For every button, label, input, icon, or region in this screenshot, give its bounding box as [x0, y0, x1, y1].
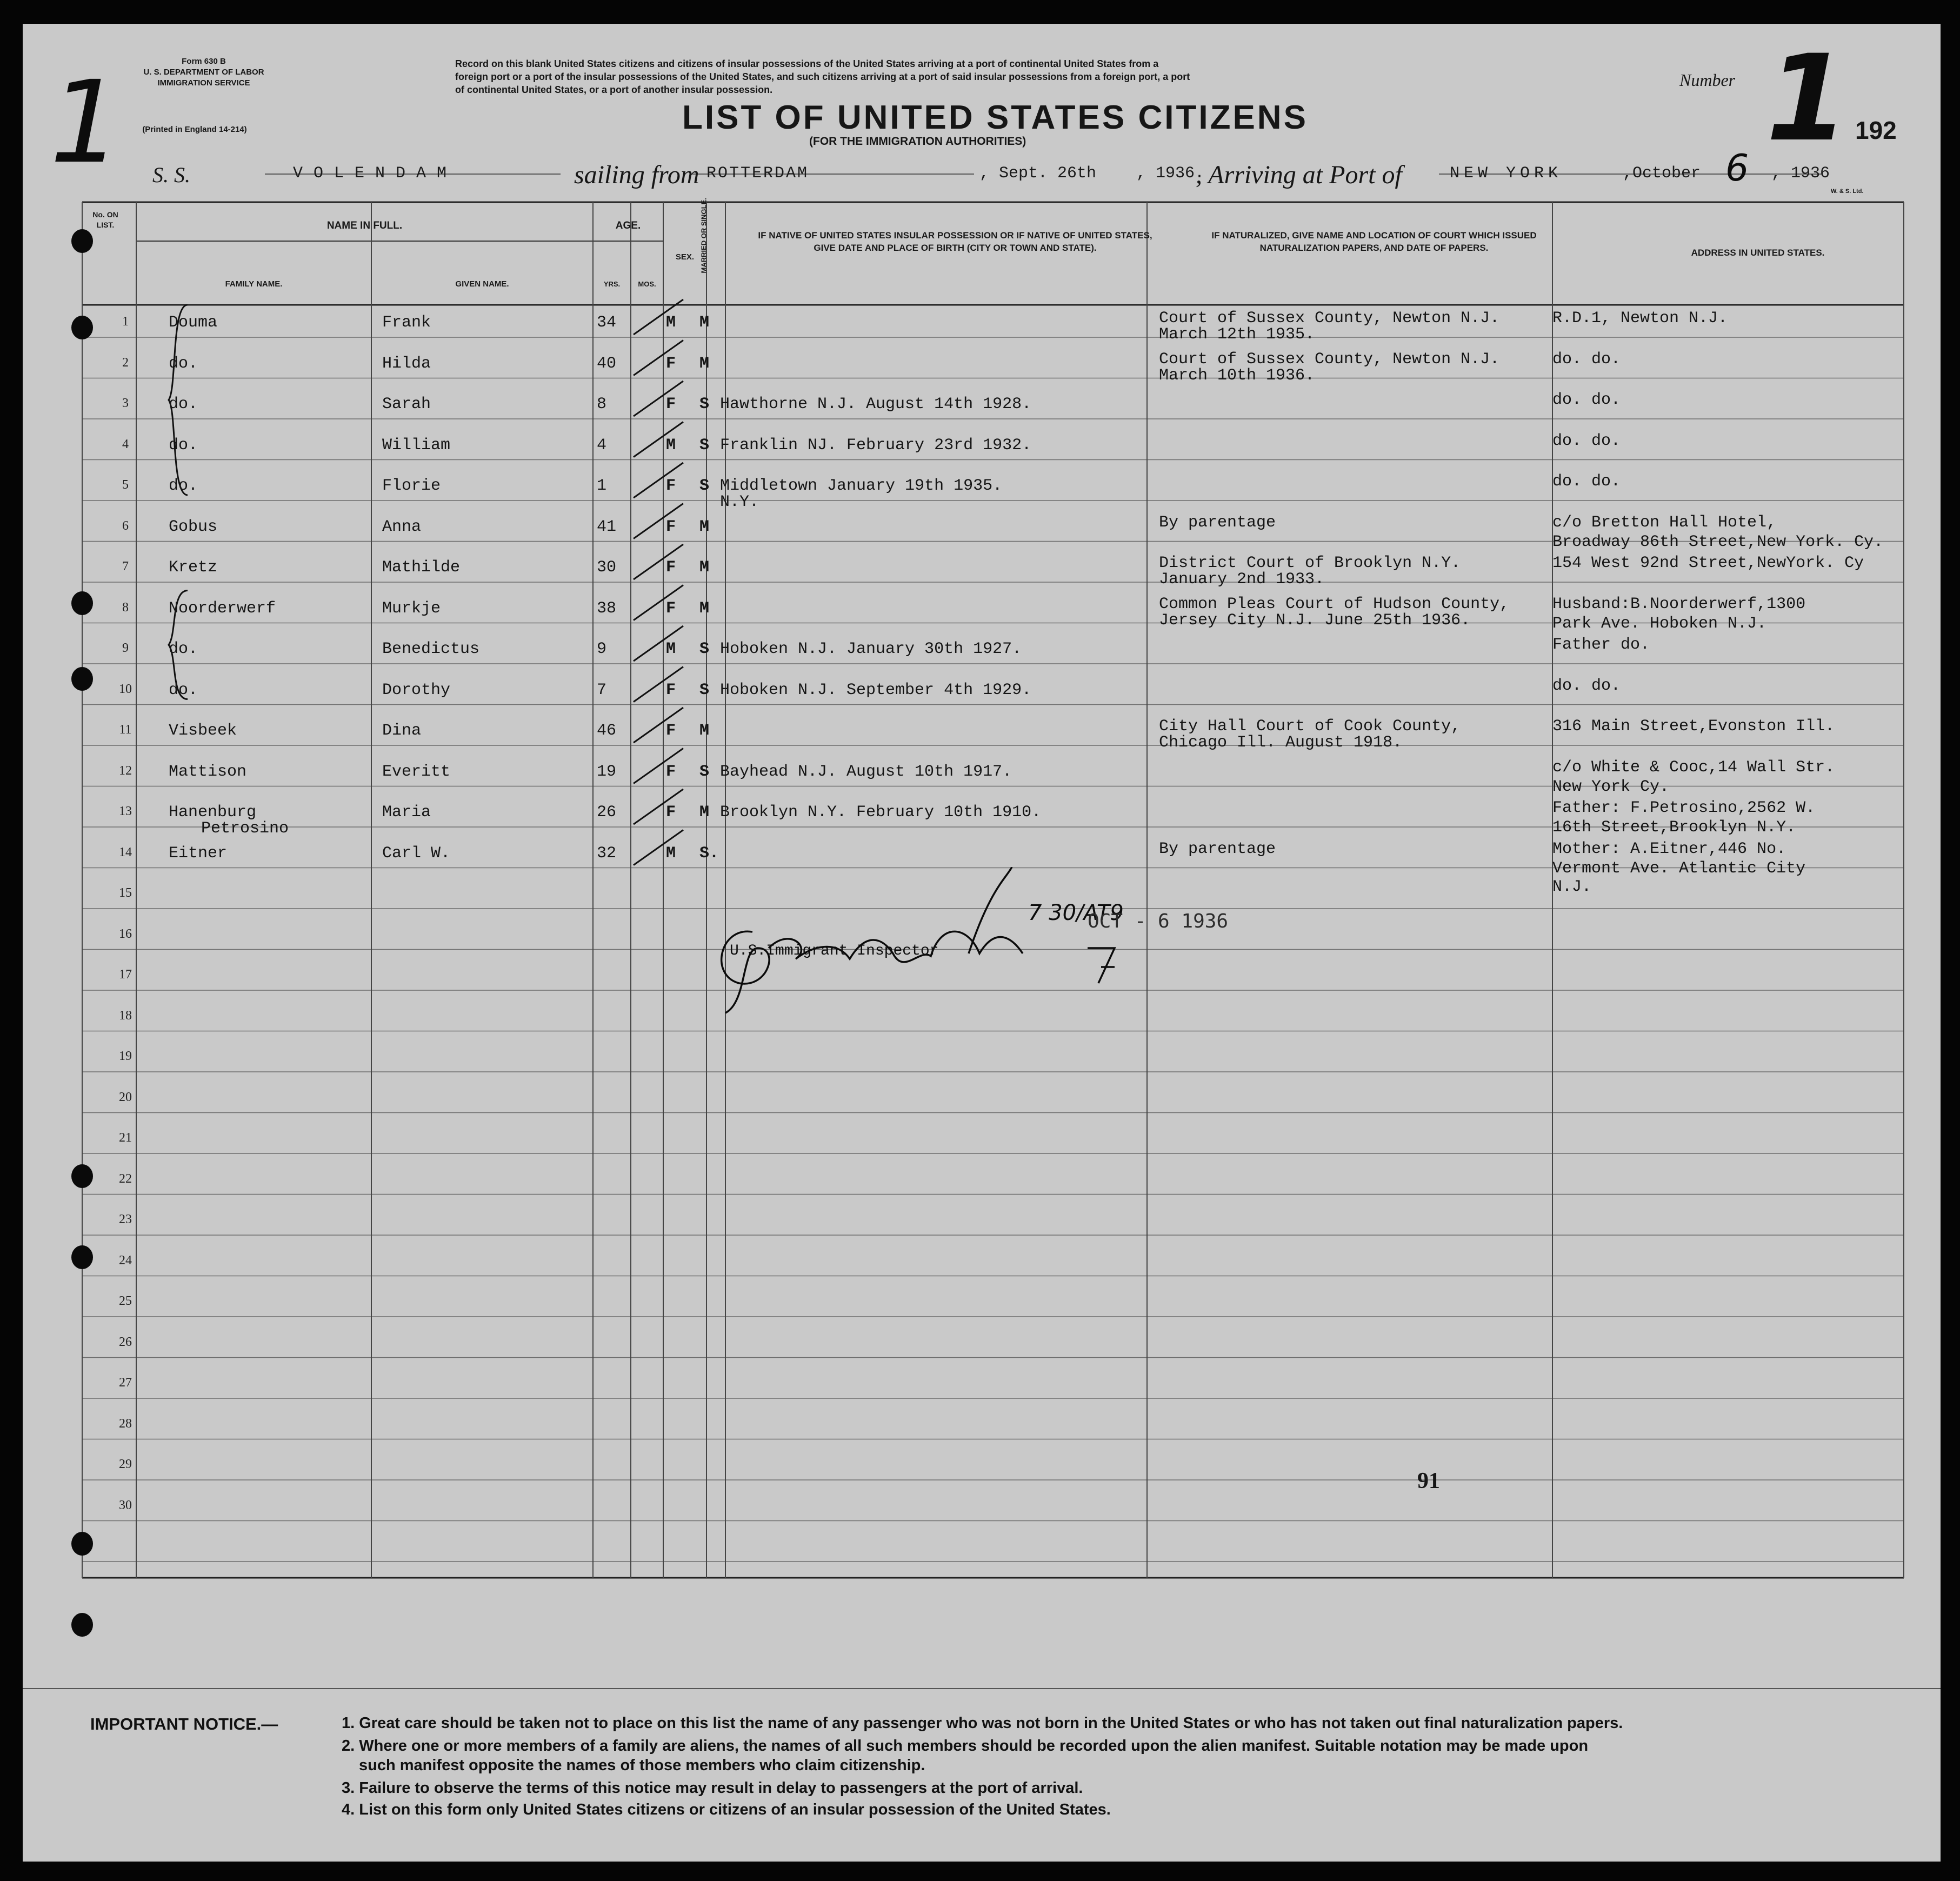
- row-number: 7: [122, 559, 129, 573]
- naturalization-cell: City Hall Court of Cook County,: [1159, 717, 1461, 736]
- col-sex-header: SEX.: [675, 252, 695, 262]
- family-name-cell: do.: [169, 681, 198, 699]
- notice-item-2-cont: such manifest opposite the names of those members who claim citizenship.: [359, 1757, 925, 1774]
- address-cell: c/o White & Cooc,14 Wall Str.: [1552, 758, 1835, 777]
- months-slash-mark: [634, 749, 683, 784]
- col-mos-header: MOS.: [638, 280, 656, 288]
- age-years-cell: 38: [597, 599, 617, 618]
- given-name-cell: Dina: [382, 722, 422, 740]
- married-single-cell: S: [699, 640, 710, 658]
- family-name-cell: do.: [169, 436, 198, 455]
- punch-hole: [71, 1613, 93, 1637]
- sex-cell: F: [666, 395, 676, 413]
- printer-mark: W. & S. Ltd.: [1831, 188, 1864, 195]
- months-slash-mark: [634, 504, 683, 539]
- address-cont-cell: Vermont Ave. Atlantic City: [1552, 859, 1806, 878]
- row-number: 21: [119, 1131, 132, 1145]
- birth-cell: Brooklyn N.Y. February 10th 1910.: [720, 803, 1042, 822]
- family-name-cell: Kretz: [169, 558, 218, 577]
- naturalization-cont-cell: Jersey City N.J. June 25th 1936.: [1159, 611, 1471, 630]
- manifest-sheet: [23, 24, 1941, 1862]
- row-number: 27: [119, 1376, 132, 1390]
- printed-note: (Printed in England 14-214): [142, 125, 247, 134]
- row-number: 28: [119, 1416, 132, 1431]
- form-id-block: [123, 56, 285, 89]
- punch-hole: [71, 1532, 93, 1556]
- row-number: 29: [119, 1457, 132, 1471]
- naturalization-cont-cell: March 12th 1935.: [1159, 325, 1315, 344]
- address-cell: c/o Bretton Hall Hotel,: [1552, 513, 1777, 532]
- months-slash-mark: [634, 463, 683, 498]
- age-years-cell: 32: [597, 844, 617, 863]
- row-number: 15: [119, 886, 132, 900]
- married-single-cell: M: [699, 354, 710, 373]
- family-name-cell: Mattison: [169, 762, 247, 781]
- col-birth-header: IF NATIVE OF UNITED STATES INSULAR POSSESSION OR IF NATIVE OF UNITED STATES, GIVE DATE AND PLACE OF BIRTH (CITY OR TOWN AND STATE).: [758, 230, 1152, 253]
- birth-cell: Hawthorne N.J. August 14th 1928.: [720, 395, 1032, 413]
- naturalization-cont-cell: Chicago Ill. August 1918.: [1159, 733, 1403, 752]
- birth-cont-cell: N.Y.: [720, 493, 759, 511]
- address-cell: do. do.: [1552, 472, 1621, 491]
- row-number: 18: [119, 1008, 132, 1023]
- given-name-cell: Frank: [382, 314, 431, 332]
- row-number: 14: [119, 845, 132, 859]
- birth-cell: Hoboken N.J. January 30th 1927.: [720, 640, 1022, 658]
- row-number: 22: [119, 1171, 132, 1186]
- married-single-cell: M: [699, 517, 710, 536]
- number-label: Number: [1679, 70, 1736, 90]
- sex-cell: F: [666, 599, 676, 618]
- family-name-cell: do.: [169, 477, 198, 495]
- notice-item-1: 1. Great care should be taken not to place on this list the name of any passenger who was not born in the United States or who has not taken out final naturalization papers.: [342, 1715, 1623, 1732]
- sex-cell: F: [666, 354, 676, 373]
- naturalization-cont-cell: March 10th 1936.: [1159, 366, 1315, 385]
- row-number: 30: [119, 1498, 132, 1512]
- family-name-cell: Eitner: [169, 844, 228, 863]
- service-label: IMMIGRATION SERVICE: [157, 78, 250, 88]
- departure-date: , Sept. 26th: [979, 164, 1097, 183]
- punch-hole: [71, 1245, 93, 1269]
- given-name-cell: Hilda: [382, 354, 431, 373]
- age-years-cell: 7: [597, 681, 607, 699]
- age-years-cell: 40: [597, 354, 617, 373]
- row-number: 26: [119, 1335, 132, 1349]
- punch-hole: [71, 667, 93, 691]
- family-name-cell: Hanenburg: [169, 803, 257, 822]
- address-cell: Mother: A.Eitner,446 No.: [1552, 839, 1786, 858]
- row-number: 24: [119, 1253, 132, 1268]
- arriving-label: , Arriving at Port of: [1196, 161, 1402, 189]
- row-number: 11: [119, 723, 132, 737]
- address-cont-cell: New York Cy.: [1552, 777, 1670, 796]
- address-cell: R.D.1, Newton N.J.: [1552, 309, 1728, 328]
- corner-number: 1: [50, 56, 122, 189]
- row-number: 6: [122, 518, 129, 533]
- family-name-cell: do.: [169, 640, 198, 658]
- naturalization-cont-cell: January 2nd 1933.: [1159, 570, 1325, 589]
- given-name-cell: Florie: [382, 477, 441, 495]
- married-single-cell: S: [699, 395, 710, 413]
- married-single-cell: S.: [699, 844, 719, 863]
- form-number: Form 630 B: [182, 57, 226, 66]
- departure-year: , 1936.: [1136, 164, 1205, 183]
- row-number: 13: [119, 804, 132, 818]
- notice-heading: IMPORTANT NOTICE.—: [90, 1715, 278, 1733]
- sailing-label: sailing from: [574, 161, 699, 189]
- given-name-cell: Mathilde: [382, 558, 461, 577]
- address-cell: Father: F.Petrosino,2562 W.: [1552, 799, 1816, 817]
- sex-cell: M: [666, 436, 676, 455]
- row-number: 5: [122, 478, 129, 492]
- punch-hole: [71, 591, 93, 615]
- age-years-cell: 8: [597, 395, 607, 413]
- row-number: 3: [122, 396, 129, 410]
- punch-hole: [71, 229, 93, 253]
- given-name-cell: Dorothy: [382, 681, 451, 699]
- col-no-header: No. ON LIST.: [92, 210, 118, 229]
- given-name-cell: Carl W.: [382, 844, 451, 863]
- row-number: 9: [122, 641, 129, 655]
- inspector-title: U.S.Immigrant Inspector: [730, 943, 939, 959]
- family-name-cell: Douma: [169, 314, 218, 332]
- family-name-cell: do.: [169, 354, 198, 373]
- married-single-cell: M: [699, 803, 710, 822]
- months-slash-mark: [634, 544, 683, 579]
- sheet-number: 192: [1855, 116, 1897, 144]
- col-age-header: AGE.: [615, 220, 641, 231]
- naturalization-cell: Common Pleas Court of Hudson County,: [1159, 595, 1510, 613]
- naturalization-cell: By parentage: [1159, 513, 1276, 532]
- months-slash-mark: [634, 381, 683, 416]
- col-yrs-header: YRS.: [603, 280, 621, 288]
- naturalization-cell: By parentage: [1159, 839, 1276, 858]
- sex-cell: F: [666, 477, 676, 495]
- family-name-alt-cell: Petrosino: [201, 819, 289, 838]
- list-number: 1: [1766, 29, 1849, 168]
- ship-name: VOLENDAM: [293, 164, 458, 183]
- col-address-header: ADDRESS IN UNITED STATES.: [1691, 248, 1825, 258]
- married-single-cell: M: [699, 722, 710, 740]
- address-cell: 154 West 92nd Street,NewYork. Cy: [1552, 554, 1864, 572]
- col-married-header: MARRIED OR SINGLE.: [699, 198, 708, 274]
- sex-cell: F: [666, 681, 676, 699]
- age-years-cell: 19: [597, 762, 617, 781]
- date-stamp: OCT - 6 1936: [1088, 910, 1229, 932]
- given-name-cell: Maria: [382, 803, 431, 822]
- age-years-cell: 34: [597, 314, 617, 332]
- age-years-cell: 46: [597, 722, 617, 740]
- record-note: Record on this blank United States citizens and citizens of insular possessions of the United States arriving at a port of continental United States from a foreign port or a port of the insular possessions of the United States, and such citizens arriving at a port of said insular possessions from a foreign port, a port of continental United States, or a port of another insular possession.: [455, 58, 1190, 95]
- months-slash-mark: [634, 626, 683, 661]
- given-name-cell: Anna: [382, 517, 422, 536]
- col-naturalized-header: IF NATURALIZED, GIVE NAME AND LOCATION OF COURT WHICH ISSUED NATURALIZATION PAPERS, AND DATE OF PAPERS.: [1211, 230, 1537, 253]
- page-subtitle: (FOR THE IMMIGRATION AUTHORITIES): [809, 135, 1026, 148]
- punch-hole: [71, 1164, 93, 1188]
- married-single-cell: S: [699, 477, 710, 495]
- address-cont-cell: 16th Street,Brooklyn N.Y.: [1552, 818, 1796, 837]
- months-slash-mark: [634, 708, 683, 743]
- months-slash-mark: [634, 585, 683, 621]
- address-cell: do. do.: [1552, 350, 1621, 369]
- birth-cell: Franklin NJ. February 23rd 1932.: [720, 436, 1032, 455]
- inspector-annotation: 7 30/AT9: [1028, 901, 1124, 925]
- arrival-month: ,October: [1623, 164, 1701, 183]
- given-name-cell: William: [382, 436, 451, 455]
- col-given-header: GIVEN NAME.: [455, 279, 509, 289]
- married-single-cell: M: [699, 314, 710, 332]
- married-single-cell: S: [699, 681, 710, 699]
- married-single-cell: S: [699, 436, 710, 455]
- row-number: 25: [119, 1294, 132, 1308]
- row-number: 16: [119, 926, 132, 941]
- family-name-cell: do.: [169, 395, 198, 413]
- months-slash-mark: [634, 830, 683, 865]
- row-number: 20: [119, 1090, 132, 1104]
- col-name-header: NAME IN FULL.: [326, 220, 403, 231]
- birth-cell: Bayhead N.J. August 10th 1917.: [720, 762, 1012, 781]
- page-mark: 91: [1417, 1469, 1440, 1493]
- ss-label: S. S.: [152, 163, 190, 187]
- months-slash-mark: [634, 667, 683, 702]
- address-cell: do. do.: [1552, 431, 1621, 450]
- age-years-cell: 26: [597, 803, 617, 822]
- address-cell: do. do.: [1552, 391, 1621, 409]
- address-cont-cell: Park Ave. Hoboken N.J.: [1552, 614, 1767, 633]
- row-number: 19: [119, 1049, 132, 1063]
- address-cont-cell: Broadway 86th Street,New York. Cy.: [1552, 532, 1884, 551]
- address-cell: 316 Main Street,Evonston Ill.: [1552, 717, 1835, 736]
- birth-cell: Hoboken N.J. September 4th 1929.: [720, 681, 1032, 699]
- family-name-cell: Gobus: [169, 517, 218, 536]
- notice-item-3: 3. Failure to observe the terms of this notice may result in delay to passengers at the port of arrival.: [342, 1779, 1083, 1797]
- naturalization-cell: Court of Sussex County, Newton N.J.: [1159, 350, 1500, 369]
- age-years-cell: 41: [597, 517, 617, 536]
- months-slash-mark: [634, 341, 683, 376]
- address-cell: do. do.: [1552, 676, 1621, 695]
- address-cell: Husband:B.Noorderwerf,1300: [1552, 595, 1806, 613]
- age-years-cell: 1: [597, 477, 607, 495]
- arrival-port: NEW YORK: [1450, 164, 1563, 183]
- sex-cell: F: [666, 558, 676, 577]
- sex-cell: F: [666, 517, 676, 536]
- arrival-year: , 1936: [1771, 164, 1830, 183]
- given-name-cell: Everitt: [382, 762, 451, 781]
- row-number: 10: [119, 682, 132, 696]
- age-years-cell: 30: [597, 558, 617, 577]
- sex-cell: M: [666, 844, 676, 863]
- sex-cell: M: [666, 314, 676, 332]
- row-number: 1: [122, 315, 129, 329]
- row-number: 2: [122, 355, 129, 370]
- months-slash-mark: [634, 789, 683, 824]
- family-name-cell: Visbeek: [169, 722, 237, 740]
- married-single-cell: M: [699, 558, 710, 577]
- row-number: 17: [119, 968, 132, 982]
- given-name-cell: Benedictus: [382, 640, 480, 658]
- row-number: 4: [122, 437, 129, 451]
- age-years-cell: 4: [597, 436, 607, 455]
- col-family-header: FAMILY NAME.: [225, 279, 283, 289]
- family-name-cell: Noorderwerf: [169, 599, 276, 618]
- address-cell: Father do.: [1552, 636, 1650, 654]
- naturalization-cell: Court of Sussex County, Newton N.J.: [1159, 309, 1500, 328]
- given-name-cell: Sarah: [382, 395, 431, 413]
- sex-cell: F: [666, 762, 676, 781]
- row-number: 12: [119, 763, 132, 778]
- notice-item-4: 4. List on this form only United States citizens or citizens of an insular possession of the United States.: [342, 1801, 1111, 1818]
- sex-cell: F: [666, 722, 676, 740]
- department-label: U. S. DEPARTMENT OF LABOR: [143, 68, 264, 77]
- given-name-cell: Murkje: [382, 599, 441, 618]
- notice-item-2: 2. Where one or more members of a family are aliens, the names of all such members should be recorded upon the alien manifest. Suitable notation may be made upon: [342, 1737, 1589, 1755]
- address-cont-cell: N.J.: [1552, 877, 1592, 896]
- punch-hole: [71, 316, 93, 339]
- row-number: 23: [119, 1212, 132, 1226]
- birth-cell: Middletown January 19th 1935.: [720, 477, 1003, 495]
- naturalization-cell: District Court of Brooklyn N.Y.: [1159, 554, 1461, 572]
- sex-cell: F: [666, 803, 676, 822]
- married-single-cell: M: [699, 599, 710, 618]
- sex-cell: M: [666, 640, 676, 658]
- months-slash-mark: [634, 422, 683, 457]
- row-number: 8: [122, 600, 129, 615]
- age-years-cell: 9: [597, 640, 607, 658]
- page-title: LIST OF UNITED STATES CITIZENS: [682, 99, 1308, 136]
- arrival-day: 6: [1725, 147, 1749, 190]
- married-single-cell: S: [699, 762, 710, 781]
- departure-port: ROTTERDAM: [706, 164, 809, 183]
